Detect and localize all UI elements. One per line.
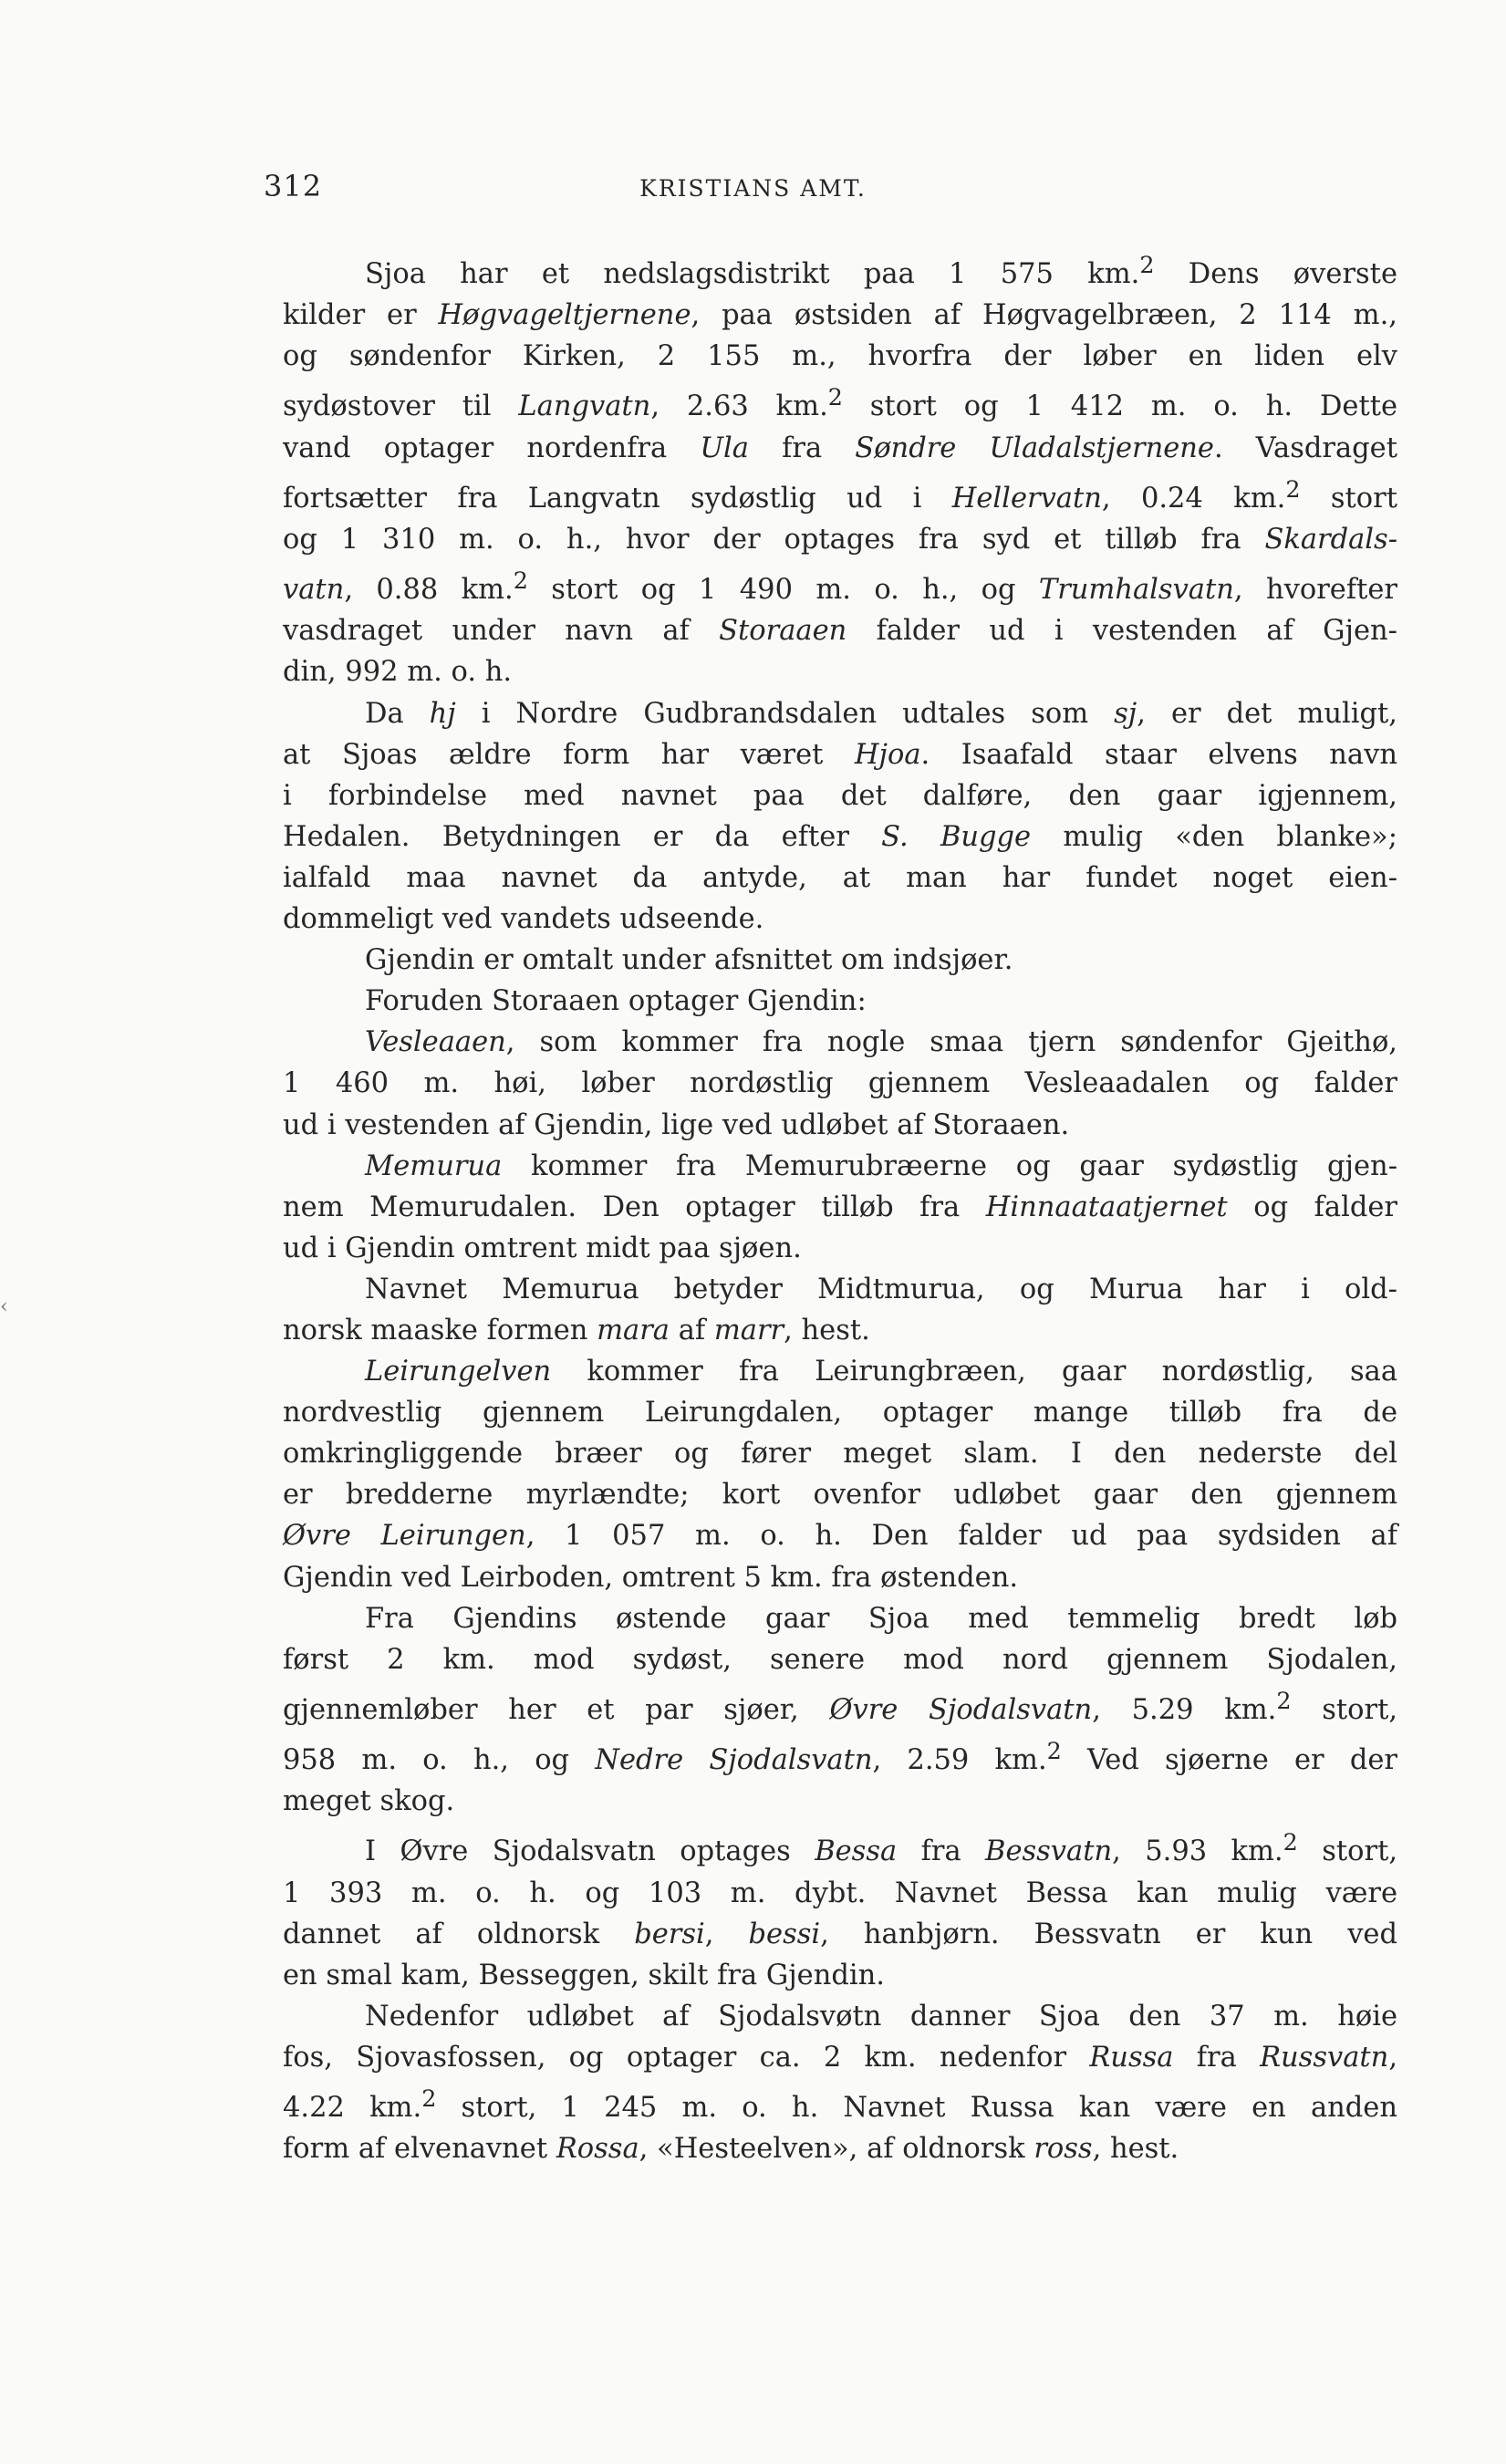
text-line: Navnet Memurua betyder Midtmurua, og Murua har i old- <box>365 1273 1397 1305</box>
text-line: norsk maaske formen mara af marr, hest. <box>283 1314 870 1346</box>
text-line: Vesleaaen, som kommer fra nogle smaa tjern søndenfor Gjeithø, <box>365 1026 1397 1059</box>
text-line: ud i vestenden af Gjendin, lige ved udløbet af Storaaen. <box>283 1108 1070 1141</box>
text-line: 1 460 m. høi, løber nordøstlig gjennem Vesleaadalen og falder <box>283 1067 1397 1100</box>
text-line: Memurua kommer fra Memurubræerne og gaar sydøstlig gjen- <box>365 1149 1397 1182</box>
text-line: sydøstover til Langvatn, 2.63 km.$^2$ stort og 1 412 m. o. h. Dette <box>283 383 1398 423</box>
text-line: og 1 310 m. o. h., hvor der optages fra syd et tilløb fra Skardals- <box>283 524 1397 556</box>
text-line: er bredderne myrlændte; kort ovenfor udløbet gaar den gjennem <box>283 1479 1397 1512</box>
text-line: meget skog. <box>283 1785 455 1818</box>
text-line: 958 m. o. h., og Nedre Sjodalsvatn, 2.59 km.$^2$ Ved sjøerne er der <box>283 1737 1397 1777</box>
text-line: form af elvenavnet Rossa, «Hesteelven», af oldnorsk ross, hest. <box>283 2133 1179 2166</box>
text-line: Øvre Leirungen, 1 057 m. o. h. Den falder ud paa sydsiden af <box>283 1520 1398 1553</box>
text-line: Gjendin er omtalt under afsnittet om indsjøer. <box>365 944 1013 977</box>
text-line: Nedenfor udløbet af Sjodalsvøtn danner Sjoa den 37 m. høie <box>365 2000 1397 2033</box>
text-line: din, 992 m. o. h. <box>283 656 513 689</box>
margin-mark: ‹ <box>0 1295 8 1318</box>
text-line: vatn, 0.88 km.$^2$ stort og 1 490 m. o. h., og Trumhalsvatn, hvorefter <box>283 567 1398 607</box>
text-line: ialfald maa navnet da antyde, at man har fundet noget eien- <box>283 861 1397 894</box>
text-line: Da hj i Nordre Gudbrandsdalen udtales som sj, er det muligt, <box>365 697 1397 730</box>
text-line: Fra Gjendins østende gaar Sjoa med temmelig bredt løb <box>365 1602 1397 1635</box>
text-line: dannet af oldnorsk bersi, bessi, hanbjørn. Bessvatn er kun ved <box>283 1918 1398 1950</box>
text-line: og søndenfor Kirken, 2 155 m., hvorfra der løber en liden elv <box>283 340 1397 373</box>
text-line: fortsætter fra Langvatn sydøstlig ud i Hellervatn, 0.24 km.$^2$ stort <box>283 474 1397 515</box>
text-line: Leirungelven kommer fra Leirungbræen, gaar nordøstlig, saa <box>365 1356 1397 1388</box>
text-line: en smal kam, Besseggen, skilt fra Gjendin. <box>283 1959 885 1991</box>
text-line: 4.22 km.$^2$ stort, 1 245 m. o. h. Navnet Russa kan være en anden <box>283 2085 1397 2125</box>
text-line: ud i Gjendin omtrent midt paa sjøen. <box>283 1232 802 1264</box>
text-line: fos, Sjovasfossen, og optager ca. 2 km. nedenfor Russa fra Russvatn, <box>283 2042 1398 2074</box>
text-line: kilder er Høgvageltjernene, paa østsiden af Høgvagelbræen, 2 114 m., <box>283 299 1397 332</box>
text-line: at Sjoas ældre form har været Hjoa. Isaafald staar elvens navn <box>283 738 1397 771</box>
text-line: dommeligt ved vandets udseende. <box>283 903 764 936</box>
text-line: vand optager nordenfra Ula fra Søndre Uladalstjernene. Vasdraget <box>283 431 1397 464</box>
running-head: KRISTIANS AMT. <box>639 175 867 202</box>
text-line: i forbindelse med navnet paa det dalføre, den gaar igjennem, <box>283 779 1397 812</box>
text-line: I Øvre Sjodalsvatn optages Bessa fra Bessvatn, 5.93 km.$^2$ stort, <box>365 1828 1398 1868</box>
text-line: nordvestlig gjennem Leirungdalen, optager mange tilløb fra de <box>283 1397 1397 1430</box>
text-line: gjennemløber her et par sjøer, Øvre Sjodalsvatn, 5.29 km.$^2$ stort, <box>283 1686 1398 1726</box>
text-line: 1 393 m. o. h. og 103 m. dybt. Navnet Bessa kan mulig være <box>283 1877 1397 1909</box>
text-line: først 2 km. mod sydøst, senere mod nord gjennem Sjodalen, <box>283 1643 1397 1676</box>
text-line: Sjoa har et nedslagsdistrikt paa 1 575 km.$^2$ Dens øverste <box>365 251 1397 291</box>
text-line: omkringliggende bræer og fører meget slam. I den nederste del <box>283 1438 1397 1471</box>
text-line: Gjendin ved Leirboden, omtrent 5 km. fra østenden. <box>283 1561 1019 1594</box>
body-text <box>283 244 1397 2169</box>
text-line: nem Memurudalen. Den optager tilløb fra Hinnaataatjernet og falder <box>283 1190 1397 1223</box>
text-line: Hedalen. Betydningen er da efter S. Bugge mulig «den blanke»; <box>283 820 1397 853</box>
text-line: Foruden Storaaen optager Gjendin: <box>365 985 867 1018</box>
page-number: 312 <box>264 169 323 203</box>
text-line: vasdraget under navn af Storaaen falder ud i vestenden af Gjen- <box>283 615 1397 648</box>
